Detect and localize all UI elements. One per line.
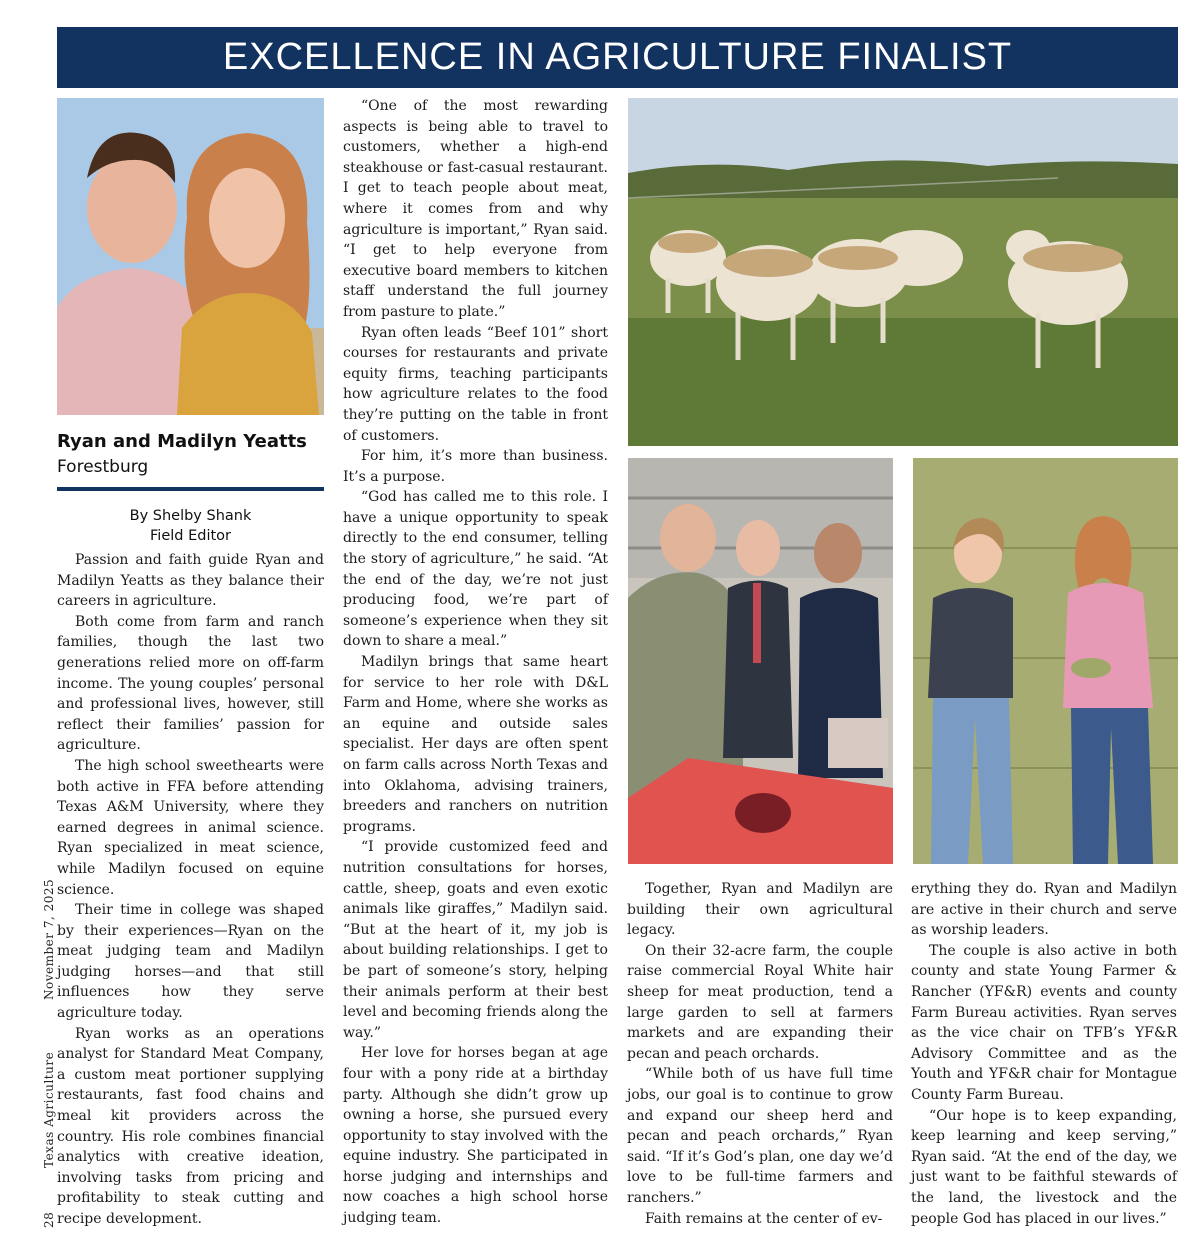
paragraph: Together, Ryan and Madilyn are building their own agricultural legacy.	[627, 881, 893, 939]
caption-location: Forestburg	[57, 457, 149, 477]
paragraph: The couple is also active in both county and state Young Farmer & Rancher (YF&R) events and county Farm Bureau activities. Ryan serves as the vice chair on TFB’s YF&R Advisory Committee and as the Youth and YF&R chair for Montague County Farm Bureau.	[911, 942, 1177, 1103]
page-number: 28	[42, 1211, 56, 1228]
issue-date: November 7, 2025	[42, 878, 56, 1000]
paragraph: Passion and faith guide Ryan and Madilyn Yeatts as they balance their careers in agriculture.	[57, 552, 324, 610]
sheep-grazing-photo	[628, 98, 1178, 446]
paragraph: “God has called me to this role. I have a unique opportunity to speak directly to the end consumer, telling the story of agriculture,” he said. “At the end of the day, we’re not just producing food, we’re part of someone’s experience when they sit down to share a meal.”	[343, 489, 608, 650]
paragraph: Her love for horses began at age four with a pony ride at a birthday party. Although she didn’t grow up owning a horse, she pursued every opportunity to stay involved with the equine industry. She participated in horse judging and internships and now coaches a high school horse judging team.	[343, 1045, 608, 1227]
article-column-3	[627, 879, 893, 1229]
paragraph: Ryan works as an operations analyst for Standard Meat Company, a custom meat portioner supplying restaurants, fast food chains and meal kit providers across the country. His role combines financial analytics with creative ideation, involving tasks from pricing and profitability to steak cutting and recipe development.	[57, 1025, 324, 1227]
paragraph: Ryan often leads “Beef 101” short courses for restaurants and private equity firms, teaching participants how agriculture relates to the food they’re putting on the table in front of customers.	[343, 324, 608, 444]
paragraph: “I provide customized feed and nutrition consultations for horses, cattle, sheep, goats and even exotic animals like giraffes,” Madilyn said. “But at the heart of it, my job is about building relationships. I get to be part of someone’s story, helping their animals perform at their best level and becoming friends along the way.”	[343, 839, 608, 1041]
banner-title: EXCELLENCE IN AGRICULTURE FINALIST	[222, 36, 1013, 78]
publication-name: Texas Agriculture	[42, 1051, 56, 1168]
article-column-2	[343, 96, 608, 1229]
caption-divider	[57, 487, 324, 491]
paragraph: The high school sweethearts were both active in FFA before attending Texas A&M University, where they earned degrees in animal science. Ryan specialized in meat science, while Madilyn focused on equine science.	[57, 757, 324, 898]
paragraph: “One of the most rewarding aspects is being able to travel to customers, whether a high-end steakhouse or fast-casual restaurant. I get to teach people about meat, where it comes from and why agriculture is important,” Ryan said. “I get to help everyone from executive board members to kitchen staff understand the full journey from pasture to plate.”	[343, 98, 608, 320]
byline-author: By Shelby Shank	[129, 508, 252, 524]
article-column-4	[911, 879, 1177, 1229]
section-banner	[57, 27, 1178, 88]
paragraph: erything they do. Ryan and Madilyn are active in their church and serve as worship leaders.	[911, 881, 1177, 939]
paragraph: Faith remains at the center of ev-	[645, 1210, 883, 1227]
caption-name: Ryan and Madilyn Yeatts	[57, 431, 307, 452]
paragraph: For him, it’s more than business. It’s a purpose.	[343, 448, 608, 485]
paragraph: “While both of us have full time jobs, our goal is to continue to grow and expand our sheep herd and pecan and peach orchards,” Ryan said. “If it’s God’s plan, one day we’d love to be full-time farmers and ranchers.”	[627, 1066, 893, 1206]
couple-portrait-photo	[57, 98, 324, 415]
paragraph: On their 32-acre farm, the couple raise commercial Royal White hair sheep for meat production, tend a large garden to sell at farmers markets and are expanding their pecan and peach orchards.	[627, 942, 893, 1062]
paragraph: Both come from farm and ranch families, though the last two generations relied more on off-farm income. The young couples’ personal and professional lives, however, still reflect their families’ passion for agriculture.	[57, 613, 324, 754]
byline-role: Field Editor	[150, 528, 231, 544]
article-column-1	[57, 550, 324, 1230]
paragraph: “Our hope is to keep expanding, keep learning and keep serving,” Ryan said. “At the end of the day, we just want to be faithful stewards of the land, the livestock and the people God has placed in our lives.”	[911, 1107, 1177, 1227]
hay-inspection-photo	[913, 458, 1178, 864]
paragraph: Madilyn brings that same heart for service to her role with D&L Farm and Home, where she works as an equine and outside sales specialist. Her days are often spent on farm calls across North Texas and into Oklahoma, advising trainers, breeders and ranchers on nutrition programs.	[343, 654, 608, 835]
paragraph: Their time in college was shaped by their experiences—Ryan on the meat judging team and Madilyn judging horses—and that still influences how they serve agriculture today.	[57, 902, 324, 1022]
meat-cutting-kitchen-photo	[628, 458, 893, 864]
